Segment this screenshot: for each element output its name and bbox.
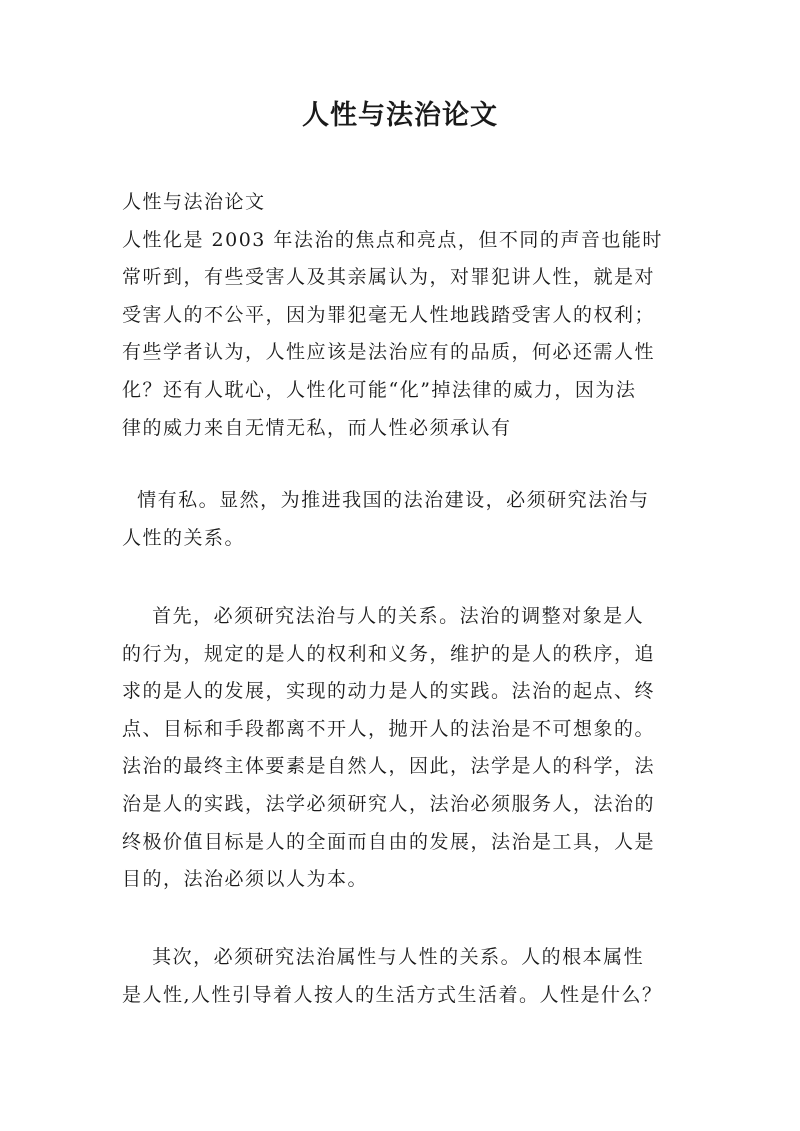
paragraph-intro (122, 184, 692, 447)
text-line: 终极价值目标是人的全面而自由的发展，法治是工具，人是 (122, 830, 656, 853)
paragraph-second (122, 939, 692, 1014)
paragraph-first (122, 598, 692, 899)
text-line: 人性的关系。 (122, 526, 246, 549)
text-line: 化？还有人耽心，人性化可能“化”掉法律的威力，因为法 (122, 378, 637, 401)
text-line: 情有私。显然，为推进我国的法治建设，必须研究法治与 (122, 489, 650, 511)
text-line: 其次，必须研究法治属性与人性的关系。人的根本属性 (122, 946, 645, 968)
text-line: 点、目标和手段都离不开人，抛开人的法治是不可想象的。 (122, 717, 656, 740)
text-line: 有些学者认为，人性应该是法治应有的品质，何必还需人性 (122, 341, 656, 364)
text-line: 人性化是 2003 年法治的焦点和亮点，但不同的声音也能时 (122, 228, 663, 251)
text-line: 法治的最终主体要素是自然人，因此，法学是人的科学，法 (122, 755, 656, 778)
text-line: 受害人的不公平，因为罪犯毫无人性地践踏受害人的权利； (122, 303, 656, 326)
text-line: 目的，法治必须以人为本。 (122, 868, 369, 891)
text-line: 人性与法治论文 (122, 191, 266, 213)
text-line: 首先，必须研究法治与人的关系。法治的调整对象是人 (122, 605, 645, 627)
paragraph-continuation (122, 482, 692, 557)
text-line: 常听到，有些受害人及其亲属认为，对罪犯讲人性，就是对 (122, 266, 656, 289)
text-line: 律的威力来自无情无私，而人性必须承认有 (122, 416, 512, 439)
text-line: 的行为，规定的是人的权利和义务，维护的是人的秩序，追 (122, 642, 656, 665)
text-line: 求的是人的发展，实现的动力是人的实践。法治的起点、终 (122, 680, 656, 703)
document-title: 人性与法治论文 (302, 100, 498, 131)
text-line: 是人性,人性引导着人按人的生活方式生活着。人性是什么？ (122, 983, 663, 1006)
text-line: 治是人的实践，法学必须研究人，法治必须服务人，法治的 (122, 792, 656, 815)
